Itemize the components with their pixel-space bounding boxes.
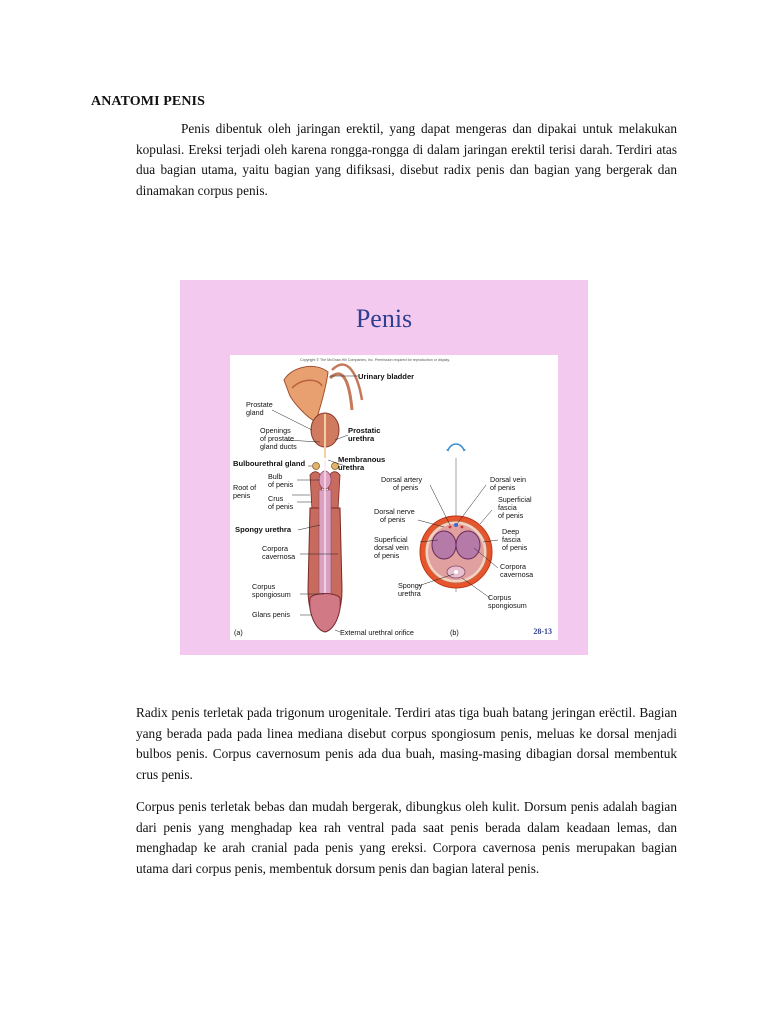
label-corpora-cavernosa-b: Corpora [500,562,526,571]
label-root-of-penis-2: penis [233,491,251,500]
label-openings-3: gland ducts [260,442,297,451]
label-prostate-gland: Prostate [246,400,273,409]
paragraph-corpus: Corpus penis terletak bebas dan mudah bergerak, dibungkus oleh kulit. Dorsum penis adalah bagian dari penis yang menghadap kea rah ventral pada saat penis berada dalam keadaan lemas, dan menghadap ke arah cranial pada penis yang ereksi. Corpora cavernosa penis merupakan bagian utama dari corpus penis, membentuk dorsum penis dan bagian lateral penis. [136,799,677,876]
label-dorsal-vein-2: of penis [490,483,516,492]
label-prostatic-urethra: Prostatic [348,426,381,435]
label-deep-fascia-2: fascia [502,535,521,544]
paragraph-intro: Penis dibentuk oleh jaringan erektil, yang dapat mengeras dan dipakai untuk melakukan kopulasi. Ereksi terjadi oleh karena rongga-rongga di dalam jaringan erektil terisi darah. Terdiri atas dua bagian utama, yaitu bagian yang difiksasi, disebut radix penis dan bagian yang bergerak dan dinamakan corpus penis. [136,121,677,198]
anatomy-illustration [180,280,588,655]
label-membranous-urethra: Membranous [338,455,386,464]
label-corpus-spongiosum: Corpus [252,582,276,591]
label-superficial-dorsal-vein-3: of penis [374,551,400,560]
label-corpus-spongiosum-2: spongiosum [252,590,291,599]
label-external-urethral-orifice: External urethral orifice [340,628,414,637]
label-bulbourethral-gland: Bulbourethral gland [233,459,306,468]
label-superficial-fascia-3: of penis [498,511,524,520]
label-corpora-cavernosa-2: cavernosa [262,552,296,561]
figure-title: Penis [355,304,413,333]
label-crus-of-penis-2: of penis [268,502,294,511]
label-corpus-spongiosum-b-2: spongiosum [488,601,527,610]
paragraph-radix: Radix penis terletak pada trigonum urogenitale. Terdiri atas tiga buah batang jeringan erëctil. Bagian yang berada pada pada linea mediana disebut corpus spongiosum penis, meluas ke dorsal menjadi bulbos penis. Corpus cavernosum penis ada dua buah, masing-masing dibagian dorsal membentuk crus penis. [136,705,677,782]
label-deep-fascia-3: of penis [502,543,528,552]
label-corpora-cavernosa: Corpora [262,544,288,553]
label-glans-penis: Glans penis [252,610,290,619]
label-urinary-bladder: Urinary bladder [358,372,415,381]
label-superficial-fascia: Superficial [498,495,532,504]
label-superficial-fascia-2: fascia [498,503,517,512]
label-dorsal-artery: Dorsal artery [381,475,423,484]
label-dorsal-artery-2: of penis [393,483,419,492]
label-openings-2: of prostate [260,434,294,443]
anatomy-figure [180,280,588,655]
label-bulb-of-penis: Bulb [268,472,283,481]
label-membranous-urethra-2: urethra [338,463,365,472]
label-superficial-dorsal-vein: Superficial [374,535,408,544]
label-prostatic-urethra-2: urethra [348,434,375,443]
document-heading: ANATOMI PENIS [91,94,205,109]
label-crus-of-penis: Crus [268,494,284,503]
label-corpus-spongiosum-b: Corpus [488,593,512,602]
label-dorsal-vein: Dorsal vein [490,475,526,484]
label-superficial-dorsal-vein-2: dorsal vein [374,543,409,552]
label-dorsal-nerve-2: of penis [380,515,406,524]
label-openings: Openings [260,426,291,435]
label-corpora-cavernosa-b-2: cavernosa [500,570,534,579]
label-deep-fascia: Deep [502,527,520,536]
label-spongy-urethra-b: Spongy [398,581,423,590]
label-prostate-gland-2: gland [246,408,264,417]
label-bulb-of-penis-2: of penis [268,480,294,489]
label-spongy-urethra-b-2: urethra [398,589,421,598]
copyright-note: Copyright © The McGraw-Hill Companies, Inc. Permission required for reproduction or display. [300,358,450,362]
label-root-of-penis: Root of [233,483,257,492]
label-dorsal-nerve: Dorsal nerve [374,507,415,516]
label-spongy-urethra: Spongy urethra [235,525,292,534]
figure-number: 28-13 [533,627,552,636]
panel-a-letter: (a) [234,628,243,637]
panel-b-letter: (b) [450,628,459,637]
